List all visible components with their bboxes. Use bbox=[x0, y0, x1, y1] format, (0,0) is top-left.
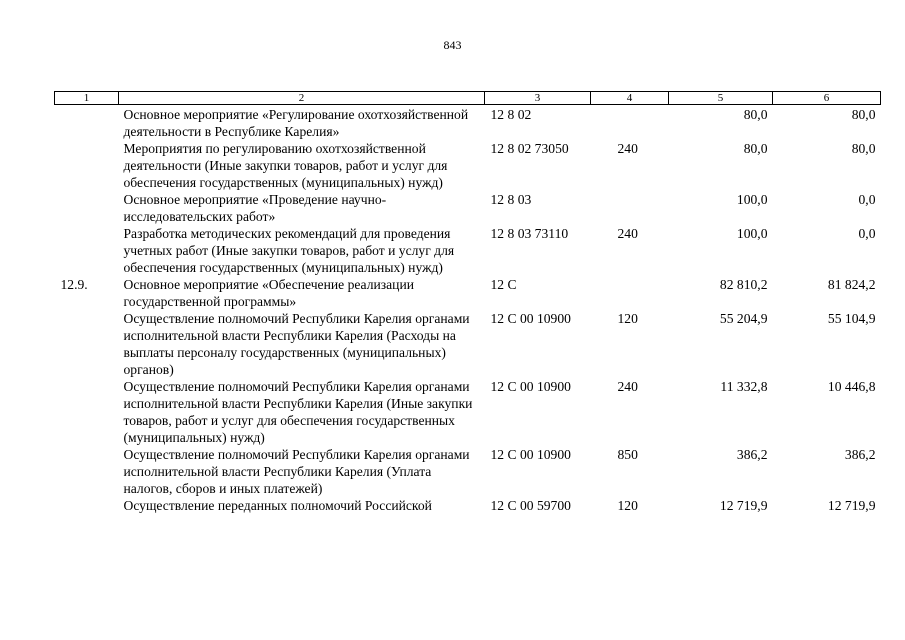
row-name: Осуществление полномочий Республики Карелия органами исполнительной власти Республики Карелия (Уплата налогов, сборов и иных платежей) bbox=[123, 447, 470, 496]
row-amount-2: 80,0 bbox=[851, 141, 876, 156]
row-name: Основное мероприятие «Обеспечение реализации государственной программы» bbox=[123, 277, 415, 309]
row-amount-1: 12 719,9 bbox=[719, 498, 768, 513]
row-amount-2: 386,2 bbox=[844, 447, 876, 462]
row-name: Разработка методических рекомендаций для проведения учетных работ (Иные закупки товаров, работ и услуг для обеспечения государственных (муниципальных) нужд) bbox=[123, 226, 455, 275]
row-number: 12.9. bbox=[60, 277, 88, 292]
row-expense-type bbox=[591, 191, 669, 225]
row-code: 12 8 02 bbox=[490, 107, 532, 122]
row-amount-2: 12 719,9 bbox=[827, 498, 876, 513]
row-code: 12 С 00 59700 bbox=[490, 498, 571, 513]
row-number bbox=[55, 140, 119, 191]
table-row bbox=[55, 310, 881, 378]
column-header-6: 6 bbox=[773, 92, 881, 105]
row-amount-1: 100,0 bbox=[736, 192, 768, 207]
row-number bbox=[55, 310, 119, 378]
row-expense-type bbox=[591, 105, 669, 141]
row-amount-1: 80,0 bbox=[743, 141, 768, 156]
row-expense-type: 850 bbox=[617, 447, 638, 462]
row-number bbox=[55, 378, 119, 446]
row-number bbox=[55, 497, 119, 514]
table-row bbox=[55, 191, 881, 225]
row-name: Основное мероприятие «Проведение научно-исследовательских работ» bbox=[123, 192, 387, 224]
row-amount-1: 80,0 bbox=[743, 107, 768, 122]
row-name: Осуществление полномочий Республики Карелия органами исполнительной власти Республики Карелия (Расходы на выплаты персоналу государственных (муниципальных) органов) bbox=[123, 311, 470, 377]
row-number bbox=[55, 191, 119, 225]
row-amount-1: 55 204,9 bbox=[719, 311, 768, 326]
column-header-2: 2 bbox=[119, 92, 485, 105]
row-amount-1: 82 810,2 bbox=[719, 277, 768, 292]
row-expense-type: 240 bbox=[617, 379, 638, 394]
row-amount-2: 10 446,8 bbox=[827, 379, 876, 394]
row-name: Осуществление переданных полномочий Российской bbox=[123, 498, 432, 513]
table-row bbox=[55, 225, 881, 276]
table-row bbox=[55, 446, 881, 497]
table-row bbox=[55, 140, 881, 191]
table-row bbox=[55, 276, 881, 310]
row-amount-1: 100,0 bbox=[736, 226, 768, 241]
row-amount-1: 386,2 bbox=[736, 447, 768, 462]
row-code: 12 С bbox=[490, 277, 517, 292]
header-row bbox=[55, 92, 881, 105]
row-code: 12 С 00 10900 bbox=[490, 447, 571, 462]
row-code: 12 8 03 73110 bbox=[490, 226, 569, 241]
row-amount-2: 55 104,9 bbox=[827, 311, 876, 326]
row-expense-type: 240 bbox=[617, 226, 638, 241]
row-expense-type: 120 bbox=[617, 311, 638, 326]
row-amount-2: 0,0 bbox=[858, 226, 876, 241]
row-expense-type: 240 bbox=[617, 141, 638, 156]
row-expense-type: 120 bbox=[617, 498, 638, 513]
column-header-5: 5 bbox=[669, 92, 773, 105]
table-row bbox=[55, 105, 881, 141]
budget-table bbox=[54, 91, 881, 514]
row-number bbox=[55, 225, 119, 276]
row-code: 12 8 03 bbox=[490, 192, 532, 207]
row-amount-2: 0,0 bbox=[858, 192, 876, 207]
row-expense-type bbox=[591, 276, 669, 310]
row-code: 12 С 00 10900 bbox=[490, 379, 571, 394]
row-amount-2: 80,0 bbox=[851, 107, 876, 122]
column-header-1: 1 bbox=[55, 92, 119, 105]
row-name: Основное мероприятие «Регулирование охотхозяйственной деятельности в Республике Карелия» bbox=[123, 107, 469, 139]
column-header-4: 4 bbox=[591, 92, 669, 105]
row-code: 12 8 02 73050 bbox=[490, 141, 569, 156]
row-code: 12 С 00 10900 bbox=[490, 311, 571, 326]
table-row bbox=[55, 497, 881, 514]
row-name: Осуществление полномочий Республики Карелия органами исполнительной власти Республики Карелия (Иные закупки товаров, работ и услуг для обеспечения государственных (муниципальных) нужд) bbox=[123, 379, 473, 445]
row-amount-1: 11 332,8 bbox=[720, 379, 768, 394]
row-name: Мероприятия по регулированию охотхозяйственной деятельности (Иные закупки товаров, работ и услуг для обеспечения государственных (муниципальных) нужд) bbox=[123, 141, 448, 190]
table-row bbox=[55, 378, 881, 446]
row-number bbox=[55, 105, 119, 141]
page-number: 843 bbox=[443, 38, 462, 52]
row-amount-2: 81 824,2 bbox=[827, 277, 876, 292]
row-number bbox=[55, 446, 119, 497]
column-header-3: 3 bbox=[485, 92, 591, 105]
